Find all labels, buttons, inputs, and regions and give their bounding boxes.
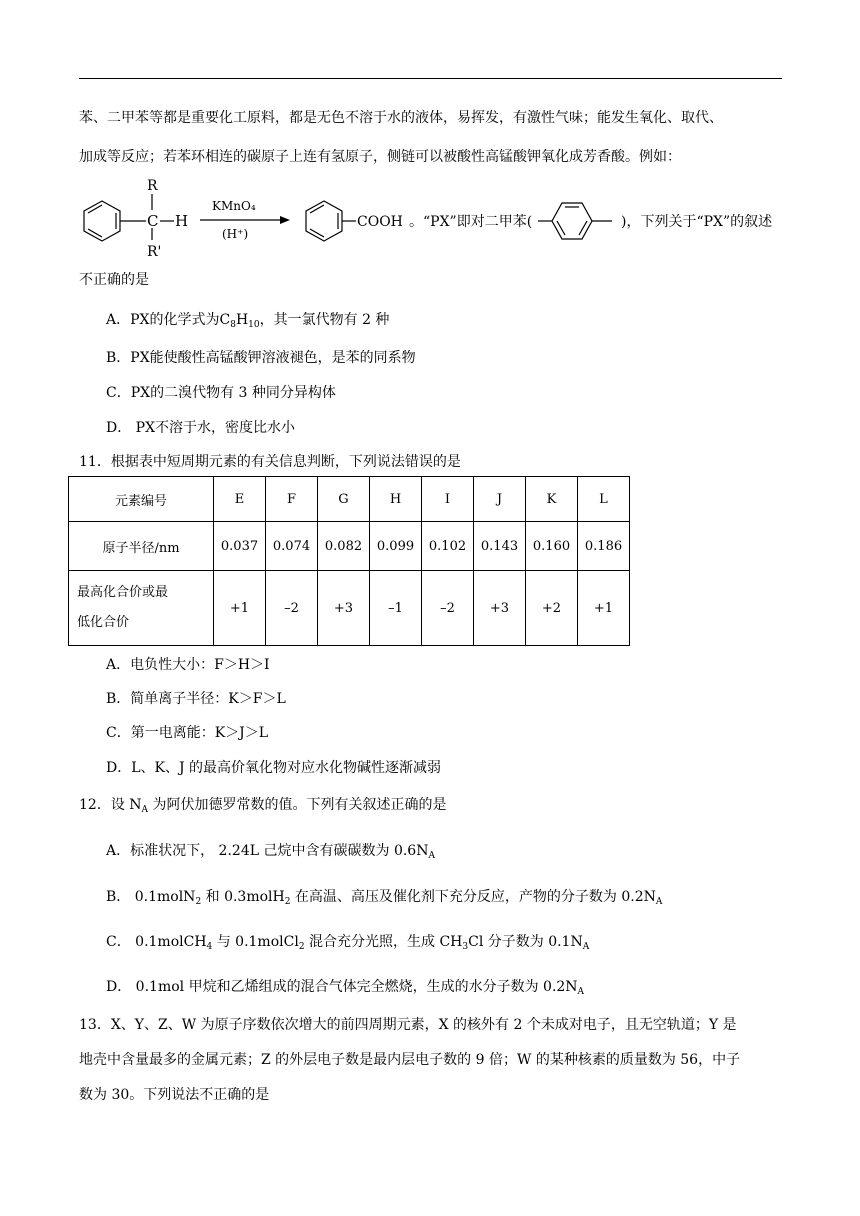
table-cell: J [474, 477, 526, 522]
element-table [68, 476, 630, 646]
q13-line-1: 13．X、Y、Z、W 为原子序数依次增大的前四周期元素，X 的核外有 2 个未成对电子，且无空轨道；Y 是 [79, 1017, 737, 1033]
table-row [69, 522, 630, 571]
table-row [69, 477, 630, 522]
reaction-text-1: 。“PX”即对二甲苯( [409, 214, 533, 230]
table-cell: +3 [318, 571, 370, 646]
q12-option-a: A．标准状况下， 2.24L 己烷中含有碳碳数为 $0.6N_A$ [106, 843, 435, 861]
intro-line-1: 苯、二甲苯等都是重要化工原料，都是无色不溶于水的液体，易挥发，有激性气味；能发生氧化、取代、 [79, 110, 723, 126]
table-header-cell: 元素编号 [69, 477, 214, 522]
q13-line-3: 数为 30。下列说法不正确的是 [79, 1087, 270, 1103]
q11-stem: 11．根据表中短周期元素的有关信息判断，下列说法错误的是 [79, 454, 461, 470]
reaction-scheme [76, 172, 796, 264]
table-cell: –1 [370, 571, 422, 646]
table-cell: +1 [214, 571, 266, 646]
question-stem-end: 不正确的是 [79, 272, 149, 288]
reagent-label: KMnO₄ [212, 199, 256, 213]
header-rule [79, 78, 782, 79]
q10-option-c: C．PX的二溴代物有 3 种同分异构体 [106, 385, 336, 401]
table-header-cell: 原子半径/nm [69, 522, 214, 571]
intro-line-2: 加成等反应；若苯环相连的碳原子上连有氢原子，侧链可以被酸性高锰酸钾氧化成芳香酸。例如： [79, 149, 681, 165]
table-cell: E [214, 477, 266, 522]
substituent-r-prime: R' [147, 244, 162, 260]
table-cell: +1 [578, 571, 630, 646]
table-cell: 0.074 [266, 522, 318, 571]
q11-option-d: D．L、K、J 的最高价氧化物对应水化物碱性逐渐减弱 [106, 760, 442, 776]
q12-option-c: C． 0.1molCH$_4$ 与 0.1molCl$_2$ 混合充分光照，生成 $CH_3Cl$ 分子数为 $0.1N_A$ [106, 934, 590, 952]
p-xylene-ring [538, 203, 612, 239]
carbon-atom: C [147, 212, 159, 230]
table-cell: G [318, 477, 370, 522]
table-cell: F [266, 477, 318, 522]
table-cell: H [370, 477, 422, 522]
table-cell: +2 [526, 571, 578, 646]
cooh-group: COOH [357, 214, 403, 230]
q12-option-b: B． 0.1molN$_2$ 和 0.3molH$_2$ 在高温、高压及催化剂下充分反应，产物的分子数为 $0.2N_A$ [106, 889, 663, 907]
table-row [69, 571, 630, 646]
table-cell: 0.102 [422, 522, 474, 571]
table-cell: –2 [266, 571, 318, 646]
table-cell: L [578, 477, 630, 522]
table-cell: 0.186 [578, 522, 630, 571]
q10-option-d: D． PX不溶于水，密度比水小 [106, 420, 296, 436]
reaction-text-2: )，下列关于“PX”的叙述 [621, 214, 773, 230]
table-cell: 0.037 [214, 522, 266, 571]
q10-option-b: B．PX能使酸性高锰酸钾溶液褪色，是苯的同系物 [106, 350, 416, 366]
table-header-cell: 最高化合价或最 低化合价 [69, 571, 214, 646]
table-cell: 0.143 [474, 522, 526, 571]
q12-option-d: D． 0.1mol 甲烷和乙烯组成的混合气体完全燃烧，生成的水分子数为 $0.2N_A$ [106, 979, 585, 997]
q11-option-a: A．电负性大小：F＞H＞I [106, 657, 270, 673]
q13-line-2: 地壳中含量最多的金属元素；Z 的外层电子数是最内层电子数的 9 倍；W 的某种核素的质量数为 56，中子 [79, 1052, 741, 1068]
table-cell: 0.082 [318, 522, 370, 571]
table-cell: +3 [474, 571, 526, 646]
q11-option-b: B．简单离子半径：K＞F＞L [106, 691, 286, 707]
table-cell: 0.160 [526, 522, 578, 571]
condition-label: (H⁺) [222, 227, 249, 241]
table-cell: K [526, 477, 578, 522]
q12-stem: 12．设 $N_A$ 为阿伏加德罗常数的值。下列有关叙述正确的是 [79, 797, 447, 815]
benzene-ring-left [84, 201, 120, 241]
table-cell: 0.099 [370, 522, 422, 571]
substituent-r: R [147, 178, 158, 194]
hydrogen-atom: H [175, 212, 189, 230]
table-cell: –2 [422, 571, 474, 646]
q11-option-c: C．第一电离能：K＞J＞L [106, 725, 269, 741]
q10-option-a: A．PX的化学式为$C_8H_{10}$，其一氯代物有 2 种 [106, 312, 390, 330]
benzene-ring-product [306, 201, 342, 241]
table-cell: I [422, 477, 474, 522]
